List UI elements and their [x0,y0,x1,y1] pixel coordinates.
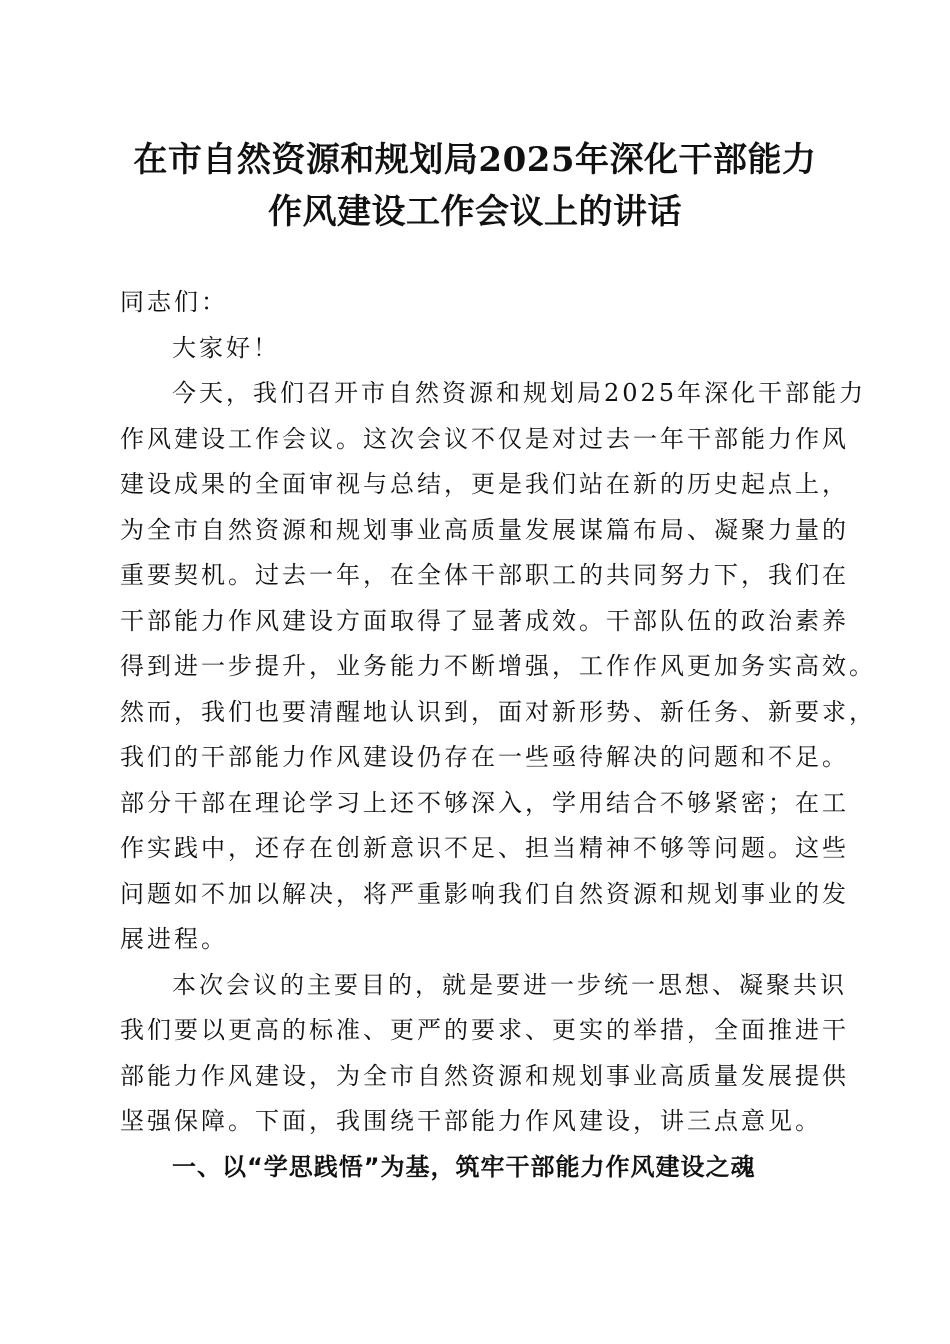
paragraph-line: 我们要以更高的标准、更严的要求、更实的举措，全面推进干 [120,1016,849,1044]
paragraph-2 [120,963,849,1145]
paragraph-1 [120,371,876,963]
greeting: 大家好！ [172,333,280,362]
paragraph-line: 作风建设工作会议。这次会议不仅是对过去一年干部能力作风 [120,424,849,453]
paragraph-line: 今天，我们召开市自然资源和规划局2025年深化干部能力 [172,379,867,407]
title-line-1: 在市自然资源和规划局2025年深化干部能力 [133,140,817,180]
section-heading-1: 一、以“学思践悟”为基，筑牢干部能力作风建设之魂 [172,1152,756,1181]
paragraph-line: 坚强保障。下面，我围绕干部能力作风建设，讲三点意见。 [120,1107,822,1135]
document-title [100,134,850,238]
document-body [120,280,876,1190]
paragraph-line: 为全市自然资源和规划事业高质量发展谋篇布局、凝聚力量的 [120,515,849,544]
title-line-2: 作风建设工作会议上的讲话 [268,192,682,232]
paragraph-line: 部能力作风建设，为全市自然资源和规划事业高质量发展提供 [120,1061,849,1090]
paragraph-line: 我们的干部能力作风建设仍存在一些亟待解决的问题和不足。 [120,743,849,771]
paragraph-line: 本次会议的主要目的，就是要进一步统一思想、凝聚共识 [172,970,847,999]
paragraph-line: 建设成果的全面审视与总结，更是我们站在新的历史起点上， [120,470,849,498]
paragraph-line: 部分干部在理论学习上还不够深入，学用结合不够紧密；在工 [120,788,849,817]
paragraph-line: 干部能力作风建设方面取得了显著成效。干部队伍的政治素养 [120,606,849,635]
paragraph-line: 作实践中，还存在创新意识不足、担当精神不够等问题。这些 [120,834,849,862]
paragraph-line: 展进程。 [120,925,228,953]
paragraph-line: 重要契机。过去一年，在全体干部职工的共同努力下，我们在 [120,561,849,589]
paragraph-line: 得到进一步提升，业务能力不断增强，工作作风更加务实高效。 [120,652,876,680]
paragraph-line: 然而，我们也要清醒地认识到，面对新形势、新任务、新要求， [120,697,876,726]
paragraph-line: 问题如不加以解决，将严重影响我们自然资源和规划事业的发 [120,879,849,908]
salutation: 同志们： [120,288,228,316]
